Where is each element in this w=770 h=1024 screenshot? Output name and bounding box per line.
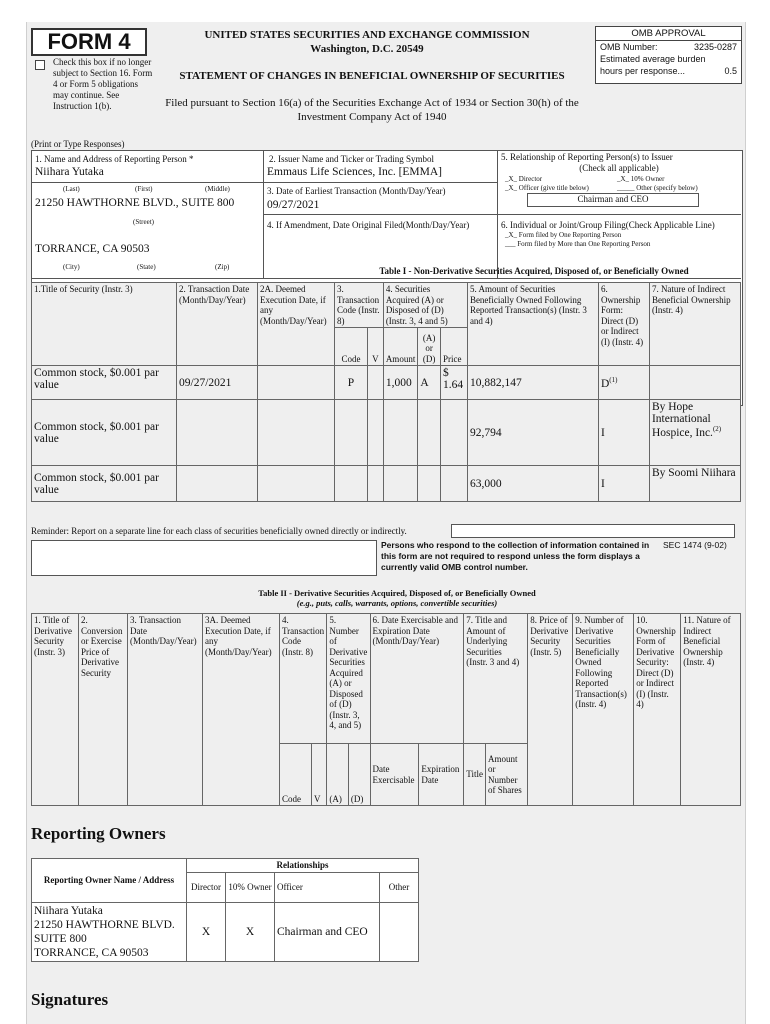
- earliest-transaction-label: 3. Date of Earliest Transaction (Month/Day/Year): [267, 186, 446, 196]
- relationship-sublabel: (Check all applicable): [579, 163, 659, 173]
- state-label: (State): [137, 263, 156, 271]
- sec-code: SEC 1474 (9-02): [663, 540, 727, 550]
- omb-approval-box: [595, 26, 742, 84]
- signatures-heading: Signatures: [31, 990, 109, 1009]
- omb-hours: 0.5: [724, 66, 737, 76]
- omb-control-note: Persons who respond to the collection of information contained in this form are not required to respond unless the form displays a currently valid OMB control number.: [381, 540, 650, 572]
- table-row: Common stock, $0.001 par value 09/27/2021 P 1,000 A $ 1.64 10,882,147 $D^{(1)}$: [32, 366, 741, 400]
- city-label: (City): [63, 263, 80, 271]
- officer-option: _X_ Officer (give title below): [505, 184, 589, 192]
- earliest-transaction-date: 09/27/2021: [267, 199, 320, 211]
- omb-burden-label: Estimated average burden: [600, 54, 706, 64]
- t1-col-code: 3. Transaction Code (Instr. 8): [335, 283, 384, 328]
- relationship-label: 5. Relationship of Reporting Person(s) to Issuer: [501, 152, 673, 162]
- agency-location: Washington, D.C. 20549: [310, 43, 424, 55]
- omb-number: 3235-0287: [693, 42, 737, 52]
- t1-col-amount: 5. Amount of Securities Beneficially Owned Following Reported Transaction(s) (Instr. 3 and 4): [467, 283, 598, 366]
- t1-sub-code: Code: [335, 328, 368, 366]
- last-label: (Last): [63, 185, 80, 193]
- street-address: 21250 HAWTHORNE BLVD., SUITE 800: [35, 197, 235, 209]
- middle-label: (Middle): [205, 185, 230, 193]
- officer-title: Chairman and CEO: [527, 193, 699, 207]
- city-state-zip: TORRANCE, CA 90503: [35, 243, 150, 255]
- print-note: (Print or Type Responses): [31, 139, 125, 149]
- sec-form-page: [26, 22, 746, 1024]
- amendment-label: 4. If Amendment, Date Original Filed(Month/Day/Year): [267, 220, 470, 230]
- issuer-name: Emmaus Life Sciences, Inc. [EMMA]: [267, 166, 443, 178]
- zip-label: (Zip): [215, 263, 230, 271]
- t1-sub-ad: (A) or (D): [418, 328, 441, 366]
- omb-hours-label: hours per response...: [600, 66, 686, 76]
- filing-more-persons: ___ Form filed by More than One Reporting Person: [505, 240, 651, 248]
- issuer-label: 2. Issuer Name and Ticker or Trading Symbol: [269, 154, 434, 164]
- reporting-owners-table: Reporting Owner Name / Address Relationships Director 10% Owner Officer Other Niihara Yutaka 21250 HAWTHORNE BLVD. SUITE 800 TORRANCE, CA 90503 X X Chairman and CEO: [31, 858, 419, 962]
- form-title: FORM 4: [31, 28, 147, 56]
- table2-title: Table II - Derivative Securities Acquired, Disposed of, or Beneficially Owned (e.g., puts, calls, warrants, options, convertible securities): [258, 588, 536, 608]
- table-non-derivative: [31, 282, 741, 502]
- filed-pursuant: Filed pursuant to Section 16(a) of the Securities Exchange Act of 1934 or Section 30(h) of the Investment Company Act of 1940: [165, 97, 579, 123]
- section16-checkbox[interactable]: [35, 60, 45, 70]
- ten-percent-option: _X_ 10% Owner: [617, 175, 665, 183]
- table1-title: Table I - Non-Derivative Securities Acquired, Disposed of, or Beneficially Owned: [379, 266, 689, 276]
- agency-name: UNITED STATES SECURITIES AND EXCHANGE COMMISSION: [204, 29, 530, 41]
- notes-box: [31, 540, 377, 576]
- reporting-person-name: Niihara Yutaka: [35, 166, 104, 178]
- director-option: _X_ Director: [505, 175, 543, 183]
- table-row: Common stock, $0.001 par value 92,794 I By Hope International Hospice, Inc.$^{(2)}$: [32, 400, 741, 466]
- t1-col-ownership: 6. Ownership Form: Direct (D) or Indirect (I) (Instr. 4): [598, 283, 649, 366]
- section16-note: Check this box if no longer subject to Section 16. Form 4 or Form 5 obligations may continue. See Instruction 1(b).: [53, 57, 153, 111]
- t1-col-deemed: 2A. Deemed Execution Date, if any (Month/Day/Year): [258, 283, 335, 366]
- filing-one-person: _X_ Form filed by One Reporting Person: [505, 231, 622, 239]
- t1-col-date: 2. Transaction Date (Month/Day/Year): [177, 283, 258, 366]
- table-row: Common stock, $0.001 par value 63,000 I By Soomi Niihara: [32, 466, 741, 502]
- reminder-box: [451, 524, 735, 538]
- t1-col-title: 1.Title of Security (Instr. 3): [32, 283, 177, 366]
- omb-number-label: OMB Number:: [600, 42, 658, 52]
- t1-col-nature: 7. Nature of Indirect Beneficial Ownership (Instr. 4): [649, 283, 740, 366]
- omb-heading: OMB APPROVAL: [596, 27, 741, 41]
- t1-col-acquired: 4. Securities Acquired (A) or Disposed of (D) (Instr. 3, 4 and 5): [383, 283, 467, 328]
- t1-sub-amount: Amount: [383, 328, 418, 366]
- t1-sub-v: V: [368, 328, 384, 366]
- street-label: (Street): [133, 218, 154, 226]
- other-option: _____ Other (specify below): [617, 184, 698, 192]
- t1-sub-price: Price: [441, 328, 468, 366]
- table-row: Niihara Yutaka 21250 HAWTHORNE BLVD. SUITE 800 TORRANCE, CA 90503 X X Chairman and CEO: [32, 902, 419, 961]
- statement-title: STATEMENT OF CHANGES IN BENEFICIAL OWNERSHIP OF SECURITIES: [179, 70, 565, 82]
- joint-filing-label: 6. Individual or Joint/Group Filing(Check Applicable Line): [501, 220, 715, 230]
- first-label: (First): [135, 185, 153, 193]
- reminder-text: Reminder: Report on a separate line for each class of securities beneficially owned directly or indirectly.: [31, 526, 407, 536]
- table-derivative: 1. Title of Derivative Security (Instr. 3) 2. Conversion or Exercise Price of Derivative Security 3. Transaction Date (Month/Day/Year) 3A. Deemed Execution Date, if any (Month/Day/Year) 4. Transaction Code (Instr. 8) 5. Number of Derivative Securities Acquired (A) or Disposed of (D) (Instr. 3, 4, and 5) 6. Date Exercisable and Expiration Date (Month/Day/Year) 7. Title and Amount of Underlying Securities (Instr. 3 and 4) 8. Price of Derivative Security (Instr. 5) 9. Number of Derivative Securities Beneficially Owned Following Reported Transaction(s) (Instr. 4) 10. Ownership Form of Derivative Security: Direct (D) or Indirect (I) (Instr. 4) 11. Nature of Indirect Beneficial Ownership (Instr. 4) Code V (A) (D) Date Exercisable Expiration Date Title Amount or Number of Shares: [31, 613, 741, 806]
- reporting-owners-heading: Reporting Owners: [31, 824, 166, 843]
- name-address-label: 1. Name and Address of Reporting Person *: [35, 154, 194, 164]
